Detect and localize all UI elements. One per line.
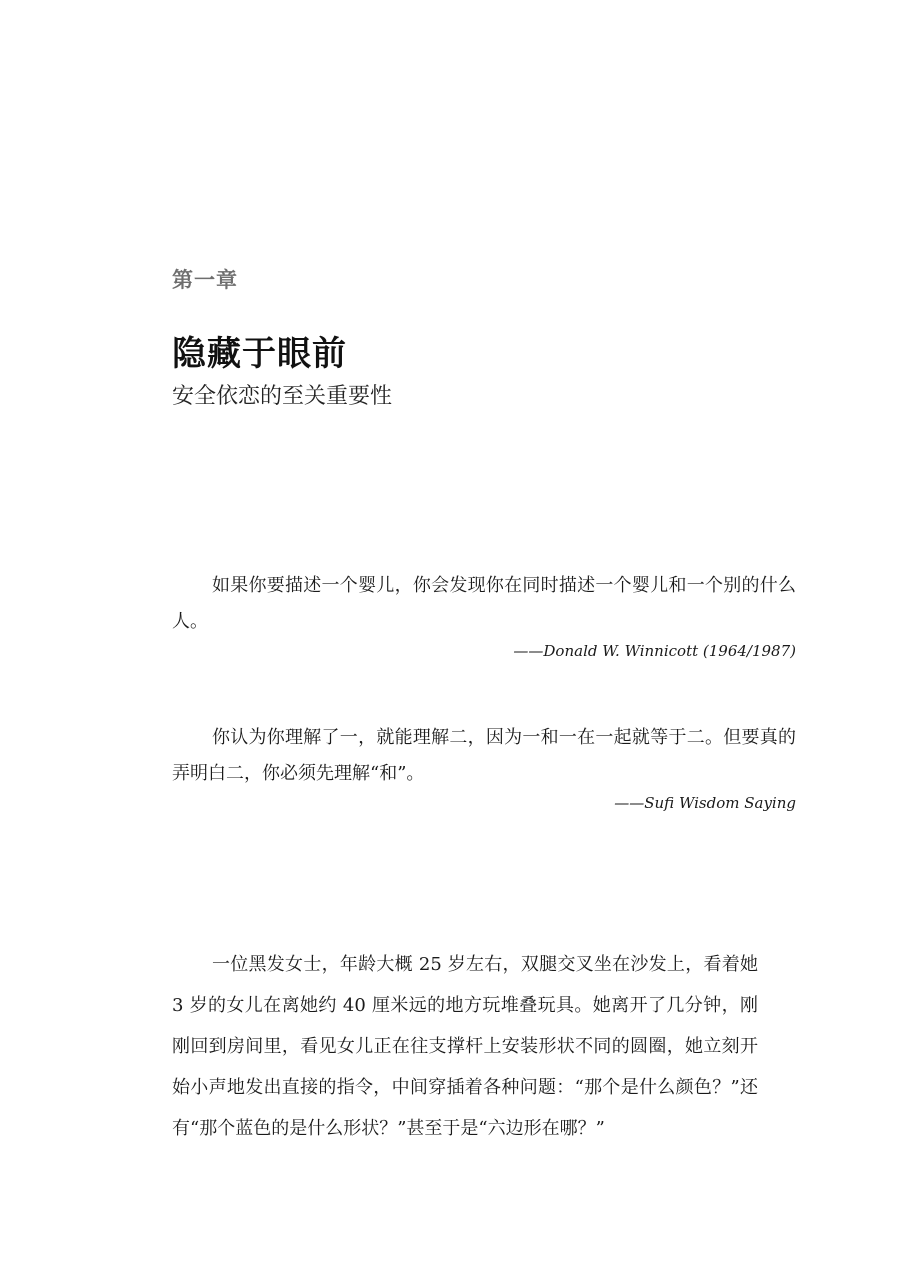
epigraph-attribution: ——Donald W. Winnicott (1964/1987): [513, 642, 796, 660]
epigraph-attribution: ——Sufi Wisdom Saying: [614, 794, 796, 812]
body-paragraph: 一位黑发女士，年龄大概 25 岁左右，双腿交叉坐在沙发上，看着她 3 岁的女儿在离她约 40 厘米远的地方玩堆叠玩具。她离开了几分钟，刚刚回到房间里，看见女儿正在往支撑杆上安装形状不同的圆圈，她立刻开始小声地发出直接的指令，中间穿插着各种问题：“那个是什么颜色？”还有“那个蓝色的是什么形状？”甚至于是“六边形在哪？”: [172, 954, 758, 1139]
chapter-label: 第一章: [172, 268, 238, 292]
chapter-title: 隐藏于眼前: [172, 334, 347, 374]
epigraph-quote: 你认为你理解了一，就能理解二，因为一和一在一起就等于二。但要真的弄明白二，你必须先理解“和”。: [172, 727, 796, 784]
epigraph-winnicott: [172, 568, 796, 660]
epigraph-sufi: [172, 720, 796, 812]
epigraph-quote: 如果你要描述一个婴儿，你会发现你在同时描述一个婴儿和一个别的什么人。: [172, 575, 796, 632]
chapter-subtitle: 安全依恋的至关重要性: [172, 384, 393, 409]
